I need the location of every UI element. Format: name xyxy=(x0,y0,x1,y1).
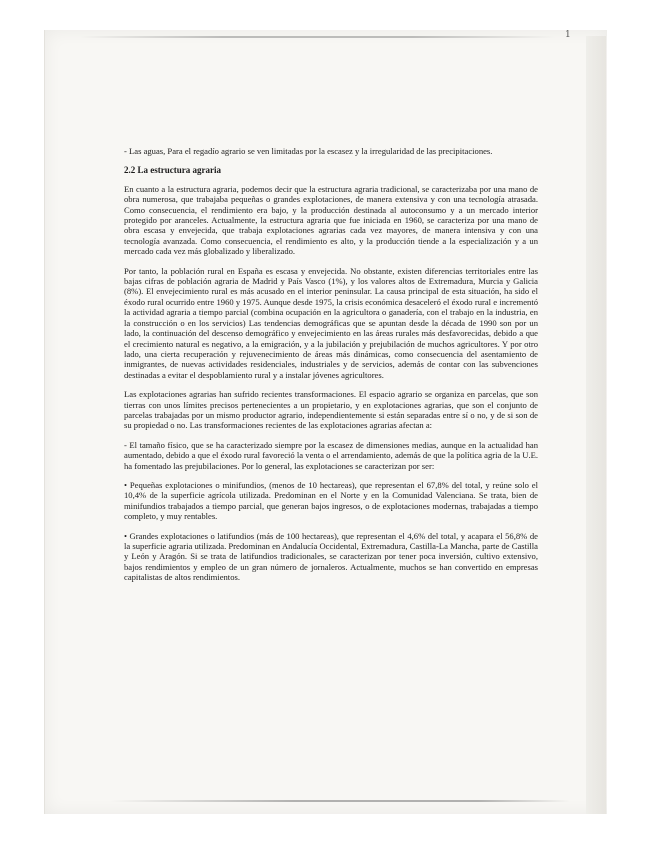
document-body xyxy=(124,146,538,592)
scan-artifact-bottom-line xyxy=(110,800,570,802)
list-item-latifundios: • Grandes explotaciones o latifundios (más de 100 hectareas), que representan el 4,6% del total, y acapara el 56,8% de la superficie agraria utilizada. Predominan en Andalucía Occidental, Extremadura, Castilla-La Mancha, parte de Castilla y León y Aragón. Si se trata de latifundios tradicionales, se caracterizan por tener poca inversión, cultivo extensivo, bajos rendimientos y empleo de un gran número de jornaleros. Actualmente, muchos se han convertido en empresas capitalistas de altos rendimientos. xyxy=(124,530,538,583)
page-number: 1 xyxy=(565,30,571,40)
paper-edge-shadow xyxy=(586,36,606,814)
scan-artifact-top-line xyxy=(80,36,555,38)
paragraph-tamano-fisico: - El tamaño físico, que se ha caracterizado siempre por la escasez de dimensiones medias, aunque en la actualidad han aumentado, debido a que el éxodo rural favoreció la venta o el arrendamiento, además de que la política agria de la U.E. ha fomentado las prejubilaciones. Por lo general, las explotaciones se caracterizan por ser: xyxy=(124,439,538,471)
paragraph-aguas: - Las aguas, Para el regadío agrario se ven limitadas por la escasez y la irregularidad de las precipitaciones. xyxy=(124,146,493,156)
paragraph-explotaciones: Las explotaciones agrarias han sufrido recientes transformaciones. El espacio agrario se organiza en parcelas, que son tierras con unos límites precisos pertenecientes a un propietario, y en explotaciones agrarias, que son el conjunto de parcelas trabajadas por un mismo productor agrario, independientemente si están separadas entre sí o no, y de si son de su propiedad o no. Las transformaciones recientes de las explotaciones agrarias afectan a: xyxy=(124,389,538,431)
paragraph-estructura-agraria: En cuanto a la estructura agraria, podemos decir que la estructura agraria tradicional, se caracterizaba por una mano de obra numerosa, que trabajaba pequeñas o grandes explotaciones, de manera extensiva y con una tecnología atrasada. Como consecuencia, el rendimiento era bajo, y la producción destinada al autoconsumo y a un mercado interior protegido por aranceles. Actualmente, la estructura agraria que fue iniciada en 1960, se caracteriza por una mano de obra escasa y envejecida, que trabaja explotaciones agrarias cada vez mayores, de manera intensiva y con una tecnología avanzada. Como consecuencia, el rendimiento es alto, y la producción tiende a la especialización y a un mercado cada vez más globalizado y liberalizado. xyxy=(124,183,538,257)
section-heading: 2.2 La estructura agraria xyxy=(124,165,221,176)
paragraph-poblacion-rural: Por tanto, la población rural en España es escasa y envejecida. No obstante, existen diferencias territoriales entre las bajas cifras de población agraria de Madrid y País Vasco (1%), y los valores altos de Extremadura, Murcia y Galicia (8%). El envejecimiento rural es más acusado en el interior peninsular. La causa principal de esta situación, ha sido el éxodo rural ocurrido entre 1960 y 1975. Aunque desde 1975, la crisis económica desaceleró el éxodo rural e incrementó la actividad agraria a tiempo parcial (combina ocupación en la agricultora o ganadería, con el trabajo en la industria, en la construcción o en los servicios) Las tendencias demográficas que se apuntan desde la década de 1990 son por un lado, la continuación del descenso demográfico y envejecimiento en las áreas rurales más desfavorecidas, debido a que el crecimiento natural es negativo, a la emigración, y a la jubilación y prejubilación de muchos agricultores. Y por otro lado, una cierta recuperación y rejuvenecimiento de áreas más dinámicas, como consecuencia del asentamiento de inmigrantes, de nuevas actividades residenciales, industriales y de servicios, además de contar con las subvenciones destinadas a evitar el despoblamiento rural y a instalar jóvenes agricultores. xyxy=(124,265,538,380)
list-item-minifundios: • Pequeñas explotaciones o minifundios, (menos de 10 hectareas), que representan el 67,8% del total, y reúne solo el 10,4% de la superficie agrícola utilizada. Predominan en el Norte y en la Comunidad Valenciana. Se trata, bien de minifundios trabajados a tiempo parcial, que generan bajos ingresos, o de explotaciones modernas, trabajadas a tiempo completo, y muy rentables. xyxy=(124,479,538,522)
